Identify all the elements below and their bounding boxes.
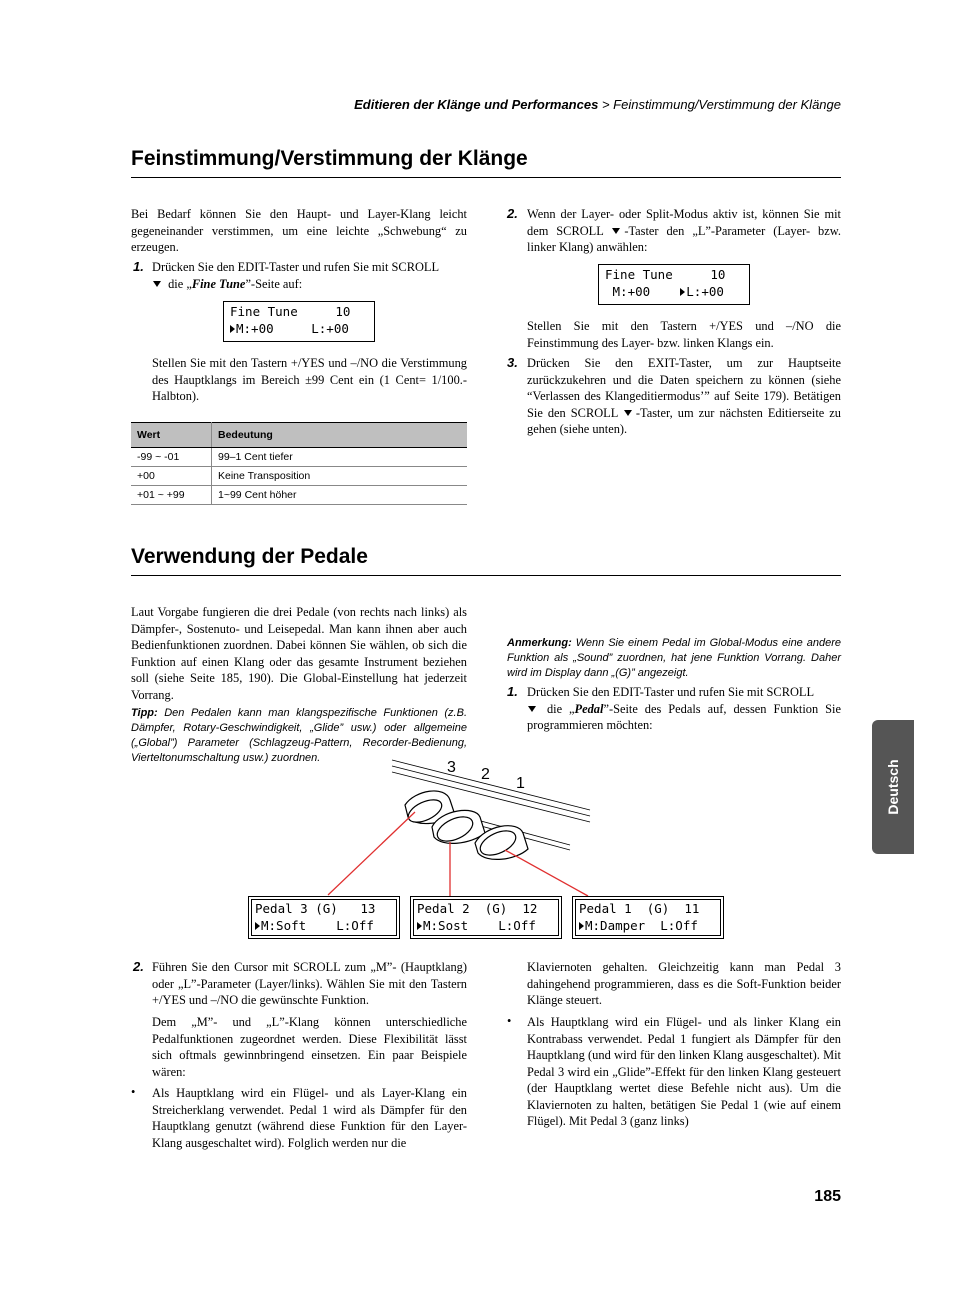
scroll-down-icon [624,410,632,416]
step-number: 2. [507,206,518,221]
bullet-marker: • [507,1014,512,1028]
note-text: Wenn Sie einem Pedal im Global-Modus eine andere Funktion als „Sound” zuordnen, hat jene Funktion Vorrang. Daher wird im Display dann „(G)” angezeigt. [507,637,841,679]
cursor-icon [579,922,584,930]
running-head-separator: > [598,97,614,112]
table-cell: 1~99 Cent höher [212,486,468,505]
lcd-value: M:Damper L:Off [585,918,698,933]
lcd-line: Pedal 2 (G) 12 [417,901,538,916]
note-label: Anmerkung: [507,637,572,649]
page-name: Fine Tune [191,276,246,291]
step-text-part: Wenn der Layer- oder Split-Modus aktiv ist, können Sie mit dem SCROLL [527,207,841,238]
step-number: 1. [507,684,518,699]
step-text: Stellen Sie mit den Tastern +/YES und –/NO die Feinstimmung des Layer- bzw. linken Klangs ein. [527,319,841,350]
cursor-icon [255,922,260,930]
scroll-down-icon [612,228,620,234]
table-row [131,467,467,486]
lcd-display-fine-tune-layer [598,264,750,305]
lcd-value: M:Sost L:Off [423,918,536,933]
section-title-pedale: Verwendung der Pedale [131,545,368,568]
annotation-note [507,636,841,681]
cursor-icon [680,288,685,296]
step-text-part: ”-Seite auf: [245,276,303,291]
bullet-text: Als Hauptklang wird ein Flügel- und als Layer-Klang ein Streicherklang verwendet. Pedal 1 wird als Dämpfer für den Hauptklang genutzt (während diese Funktion für den Layer-Klang ausgeschaltet wird). Folglich werden nur die [152,1086,467,1150]
lcd-value: L:+00 [686,284,724,299]
lcd-line [230,320,368,337]
language-side-tab [872,720,914,854]
pedal-number-2: 2 [481,766,490,783]
language-label: Deutsch [885,759,901,815]
step-text-part: die „ [165,276,192,291]
lcd-line: Pedal 1 (G) 11 [579,901,700,916]
table-header-row [131,423,467,448]
step-number: 2. [133,959,144,974]
lcd-line: Fine Tune 10 [605,267,726,282]
lcd-line [417,917,555,934]
lcd-line: Fine Tune 10 [230,304,351,319]
step-text-part: Drücken Sie den EDIT-Taster und rufen Sie mit SCROLL [152,260,440,274]
pedal-number-3: 3 [447,759,456,776]
table-row [131,486,467,505]
step-text-part: Drücken Sie den EXIT-Taster, um zur Hauptseite zurückzukehren und die Daten speichern zu können (siehe “Verlassen des Klangeditiermodus’” auf Seite 179). Betätigen Sie den SCROLL [527,356,841,420]
running-head-section: Feinstimmung/Verstimmung der Klänge [613,97,841,112]
bullet-text: Als Hauptklang wird ein Flügel- und als linker Klang ein Kontrabass verwendet. Pedal 1 fungiert als Dämpfer für den Hauptklang (und wird für den linken Klang ausgeschaltet). Mit Pedal 3 wird ein „Glide”-Effekt für den linken Klang gesteuert (der Hauptklang wertet diese Befehle nicht aus). Um die Klaviernoten zu halten, betätigen Sie Pedal 1 (wie auf einem Flügel). Mit Pedal 3 (ganz links) [527,1015,841,1128]
section-rule [131,177,841,178]
table-cell: +00 [131,467,212,486]
table-header: Wert [131,423,212,448]
cursor-icon [417,922,422,930]
bullet-marker: • [131,1085,136,1099]
step-text-part: Drücken Sie den EDIT-Taster und rufen Sie mit SCROLL [527,685,815,699]
pedal-1-leader-line [505,850,588,896]
lcd-line: Pedal 3 (G) 13 [255,901,376,916]
step-number: 3. [507,355,518,370]
table-cell: Keine Transposition [212,467,468,486]
step-text [527,206,841,256]
section-rule [131,575,841,576]
step-text: Führen Sie den Cursor mit SCROLL zum „M”- (Hauptklang) oder „L”-Parameter (Layer/links). Wählen Sie mit den Tastern +/YES und –/NO die gewünschte Funktion. [152,960,467,1007]
running-head [354,97,841,112]
pedal-illustration [320,755,620,905]
section-title-feinstimmung: Feinstimmung/Verstimmung der Klänge [131,147,528,170]
value-table [131,422,467,505]
tip-text: Den Pedalen kann man klangspezifische Funktionen (z.B. Dämpfer, Rotary-Geschwindigkeit, „Glide” usw.) oder allgemeine („Global”) Parameter (Schlagzeug-Pattern, Recorder-Bedienung, Vierteltonumschaltung usw.) zuordnen. [131,707,467,764]
intro-paragraph: Laut Vorgabe fungieren die drei Pedale (von rechts nach links) als Dämpfer-, Sostenuto- und Leisepedal. Man kann ihnen aber auch Bedienfunktionen zuordnen. Dabei können Sie wählen, ob sich die Funktion auf einen Klang oder das gesamte Instrument beziehen soll (siehe Seite 185, 190). Die Global-Einstellung hat jederzeit Vorrang. [131,605,467,702]
lcd-line [605,283,743,300]
table-header: Bedeutung [212,423,468,448]
lcd-value: M:Soft L:Off [261,918,374,933]
step-text-part: die „ [540,701,575,716]
step-text-part: -Taster den „L”-Parameter (Layer- bzw. linker Klang) anwählen: [527,223,841,254]
intro-paragraph: Bei Bedarf können Sie den Haupt- und Layer-Klang leicht gegeneinander verstimmen, um eine leichte „Schwebung“ zu erzeugen. [131,207,467,254]
lcd-line [579,917,717,934]
step-text: Stellen Sie mit den Tastern +/YES und –/NO die Verstimmung des Hauptklangs im Bereich ±99 Cent ein (1 Cent= 1/100.-Halbton). [152,356,467,403]
table-row [131,448,467,467]
lcd-display-fine-tune [223,301,375,342]
page-number: 185 [814,1188,841,1205]
table-cell: +01 ~ +99 [131,486,212,505]
lcd-value: M:+00 [605,284,681,299]
lcd-display-pedal-1 [572,896,724,939]
table-cell: 99–1 Cent tiefer [212,448,468,467]
bullet-text-continued: Klaviernoten gehalten. Gleichzeitig kann man Pedal 3 dahingehend programmieren, dass es die Soft-Funktion beider Klänge steuert. [527,960,841,1007]
pedal-3-leader-line [328,812,415,895]
lcd-display-pedal-2 [410,896,562,939]
lcd-display-pedal-3 [248,896,400,939]
step-text-part: ”-Seite des Pedals auf, dessen Funktion Sie programmieren möchten: [527,701,841,732]
scroll-down-icon [528,706,536,712]
cursor-icon [230,325,235,333]
scroll-down-icon [153,281,161,287]
step-text [527,684,841,734]
tip-label: Tipp: [131,707,158,719]
table-cell: -99 ~ -01 [131,448,212,467]
step-text-part: -Taster, um zur nächsten Editierseite zu gehen (siehe unten). [527,405,841,436]
step-number: 1. [133,259,144,274]
page-name: Pedal [574,701,604,716]
step-text [527,355,841,438]
body-paragraph: Dem „M”- und „L”-Klang können unterschiedliche Pedalfunktionen zugeordnet werden. Diese Flexibilität lässt sich oftmals gewinnbringend einsetzen. Ein paar Beispiele wären: [152,1015,467,1079]
lcd-line [255,917,393,934]
pedal-number-1: 1 [516,775,525,792]
lcd-value: M:+00 L:+00 [236,321,349,336]
step-text [152,259,467,292]
running-head-chapter: Editieren der Klänge und Performances [354,97,599,112]
